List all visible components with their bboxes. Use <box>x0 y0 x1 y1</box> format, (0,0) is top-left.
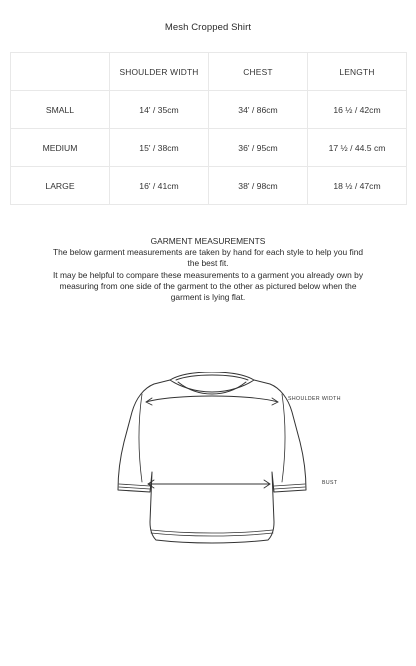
header-cell-length: LENGTH <box>308 53 407 91</box>
header-cell-chest: CHEST <box>209 53 308 91</box>
table-row <box>11 91 407 129</box>
measurement-notes <box>50 236 366 303</box>
collar-outer <box>170 372 254 380</box>
table-cell: 15' / 38cm <box>110 129 209 167</box>
table-cell: 36' / 95cm <box>209 129 308 167</box>
table-cell: 16' / 41cm <box>110 167 209 205</box>
table-cell: 16 ½ / 42cm <box>308 91 407 129</box>
table-cell: 14' / 35cm <box>110 91 209 129</box>
collar-inner-2 <box>176 375 248 380</box>
page-title: Mesh Cropped Shirt <box>164 22 252 33</box>
notes-paragraph-2: It may be helpful to compare these measurements to a garment you already own by measuring from one side of the garment to the other as pictured below when the garment is lying flat. <box>52 269 364 303</box>
header-cell-empty <box>11 53 110 91</box>
notes-paragraph-1: The below garment measurements are taken by hand for each style to help you find the best fit. <box>52 247 364 269</box>
notes-heading: GARMENT MEASUREMENTS <box>150 236 266 246</box>
table-cell: 17 ½ / 44.5 cm <box>308 129 407 167</box>
size-label-small: SMALL <box>11 91 110 129</box>
header-cell-shoulder-width: SHOULDER WIDTH <box>110 53 209 91</box>
table-cell: 38' / 98cm <box>209 167 308 205</box>
shoulder-width-label: SHOULDER WIDTH <box>288 396 341 402</box>
table-cell: 34' / 86cm <box>209 91 308 129</box>
table-cell: 18 ½ / 47cm <box>308 167 407 205</box>
bust-label: BUST <box>322 480 338 486</box>
table-row <box>11 129 407 167</box>
size-label-medium: MEDIUM <box>11 129 110 167</box>
size-chart-table <box>10 52 407 205</box>
size-label-large: LARGE <box>11 167 110 205</box>
table-header-row <box>11 53 407 91</box>
shirt-outline <box>118 380 306 543</box>
table-row <box>11 167 407 205</box>
